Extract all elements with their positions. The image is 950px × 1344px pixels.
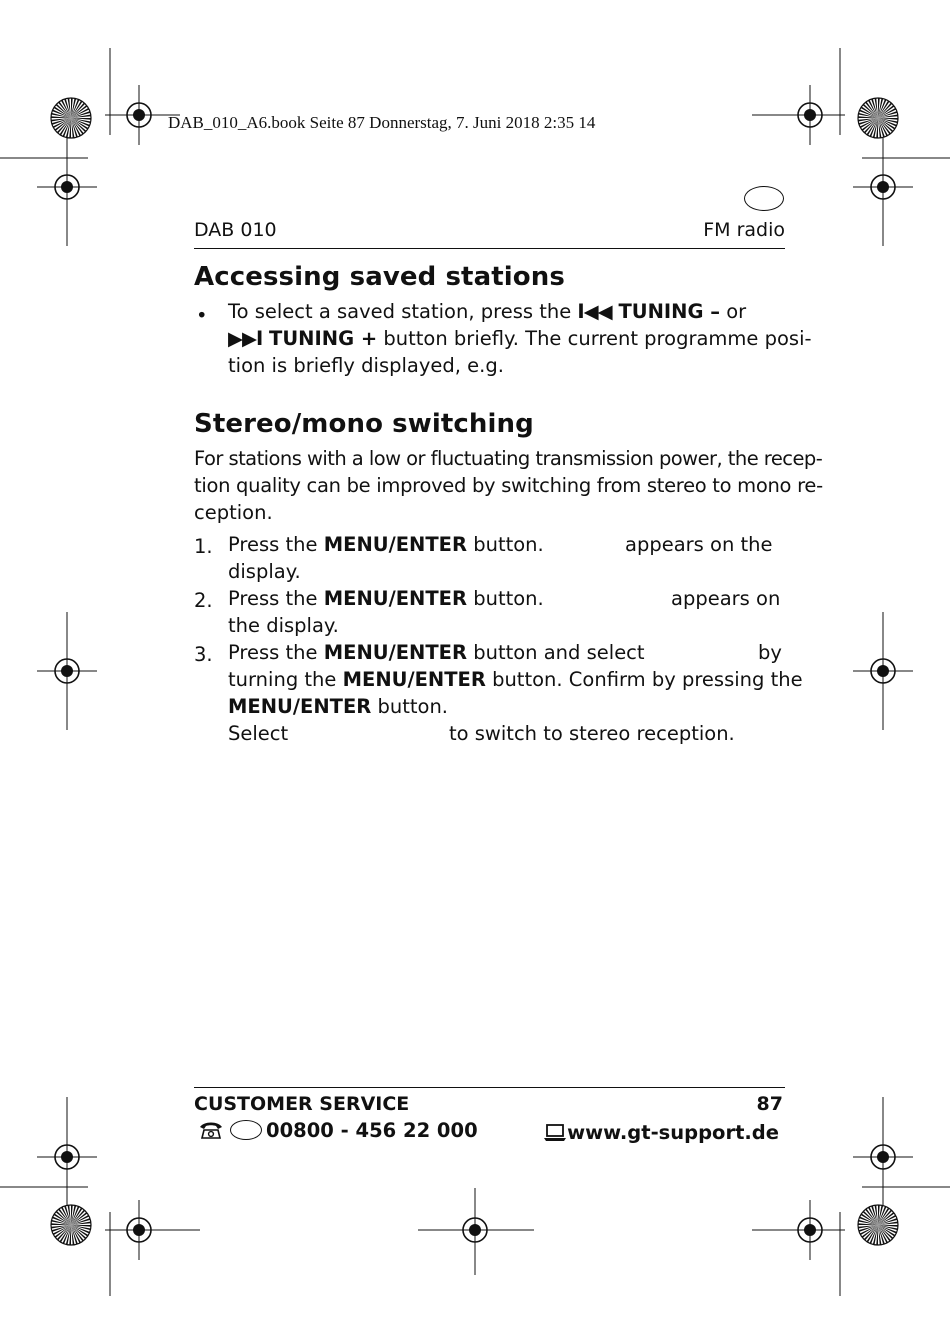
page-number: 87 — [756, 1093, 783, 1115]
phone-icon — [198, 1120, 224, 1145]
step-3-line-3: MENU/ENTER button. — [228, 695, 448, 718]
select-line-start: Select — [228, 722, 289, 745]
country-code-oval — [230, 1120, 262, 1140]
step-1-line-1: Press the MENU/ENTER button. — [228, 533, 544, 556]
paragraph-line-1: For stations with a low or fluctuating transmission power, the recep- — [194, 447, 823, 470]
country-code-oval — [744, 186, 784, 211]
step-3-line-2: turning the MENU/ENTER button. Confirm by pressing the — [228, 668, 803, 691]
heading-accessing-saved-stations: Accessing saved stations — [194, 262, 565, 292]
customer-service-label: CUSTOMER SERVICE — [194, 1093, 410, 1115]
step-2-appears-text: appears on — [671, 587, 781, 610]
step-number: 3. — [194, 643, 213, 666]
skip-forward-icon: ▶▶I — [228, 327, 263, 350]
website-line: www.gt-support.de — [543, 1121, 779, 1147]
step-3-by-text: by — [758, 641, 782, 664]
running-header — [194, 218, 785, 249]
heading-stereo-mono-switching: Stereo/mono switching — [194, 409, 534, 439]
bullet: • — [196, 304, 208, 327]
step-1-line-2: display. — [228, 560, 301, 583]
bullet-line-2: ▶▶I TUNING + button briefly. The current programme posi- — [228, 327, 812, 350]
paragraph-line-3: ception. — [194, 501, 273, 524]
step-3-line-1: Press the MENU/ENTER button and select — [228, 641, 645, 664]
bullet-line-3: tion is briefly displayed, e.g. — [228, 354, 504, 377]
step-number: 2. — [194, 589, 213, 612]
step-2-line-2: the display. — [228, 614, 339, 637]
laptop-icon — [543, 1122, 567, 1147]
print-slug-line: DAB_010_A6.book Seite 87 Donnerstag, 7. Juni 2018 2:35 14 — [168, 113, 596, 132]
footer-rule — [194, 1087, 785, 1088]
step-number: 1. — [194, 535, 213, 558]
select-line-end: to switch to stereo reception. — [449, 722, 735, 745]
chapter-name: FM radio — [703, 219, 785, 241]
step-2-line-1: Press the MENU/ENTER button. — [228, 587, 544, 610]
paragraph-line-2: tion quality can be improved by switching from stereo to mono re- — [194, 474, 823, 497]
bullet-line-1: To select a saved station, press the I◀◀ TUNING – or — [228, 300, 747, 323]
step-1-appears-text: appears on the — [625, 533, 773, 556]
phone-line: 00800 - 456 22 000 — [198, 1119, 478, 1145]
skip-back-icon: I◀◀ — [577, 300, 612, 323]
model-name: DAB 010 — [194, 219, 277, 241]
